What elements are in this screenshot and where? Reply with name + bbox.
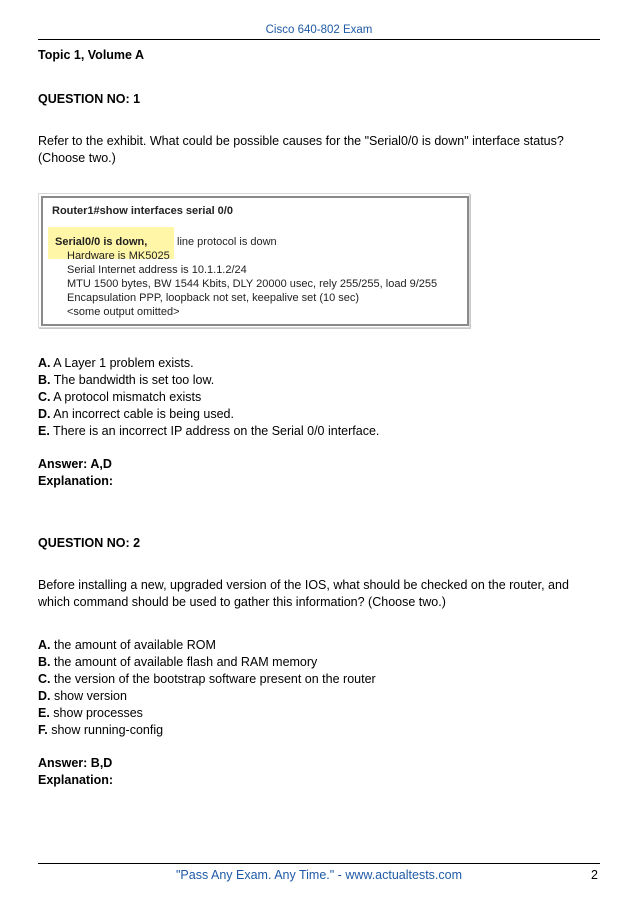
question-1-option-c (38, 389, 201, 406)
question-1-text-line1: Refer to the exhibit. What could be possible causes for the "Serial0/0 is down" interface status? (38, 134, 564, 148)
header-divider (38, 39, 600, 40)
question-2-explanation: Explanation: (38, 773, 114, 787)
option-text: show processes (49, 706, 143, 720)
exhibit-line: Encapsulation PPP, loopback not set, keepalive set (10 sec) (67, 292, 360, 304)
exhibit-status-rest: line protocol is down (177, 236, 277, 248)
exhibit-status-highlight: Serial0/0 is down, (55, 236, 148, 248)
question-1-label: QUESTION NO: 1 (38, 92, 141, 106)
question-2-option-f (38, 722, 163, 739)
question-1-option-e (38, 423, 379, 440)
footer-link[interactable]: "Pass Any Exam. Any Time." - www.actualtests.com (175, 868, 463, 882)
footer-divider (38, 863, 600, 864)
option-letter: B. (38, 373, 51, 387)
page-number: 2 (591, 868, 598, 882)
topic-title: Topic 1, Volume A (38, 48, 145, 62)
question-1-explanation: Explanation: (38, 474, 114, 488)
option-letter: E. (38, 706, 50, 720)
question-1-text-line2: (Choose two.) (38, 151, 116, 165)
option-text: show version (50, 689, 127, 703)
exhibit-command: Router1#show interfaces serial 0/0 (52, 205, 233, 217)
page-header: Cisco 640-802 Exam (265, 24, 373, 36)
option-text: An incorrect cable is being used. (50, 407, 234, 421)
option-text: There is an incorrect IP address on the Serial 0/0 interface. (49, 424, 380, 438)
option-letter: B. (38, 655, 51, 669)
option-text: the amount of available ROM (50, 638, 216, 652)
question-1-option-a (38, 355, 194, 372)
option-text: A Layer 1 problem exists. (50, 356, 194, 370)
question-2-text-line2: which command should be used to gather this information? (Choose two.) (38, 595, 446, 609)
option-letter: D. (38, 407, 51, 421)
option-letter: D. (38, 689, 51, 703)
option-letter: A. (38, 356, 51, 370)
exhibit-image (38, 193, 470, 328)
option-text: the version of the bootstrap software present on the router (50, 672, 376, 686)
exhibit-line: MTU 1500 bytes, BW 1544 Kbits, DLY 20000 usec, rely 255/255, load 9/255 (67, 278, 438, 290)
option-letter: A. (38, 638, 51, 652)
question-2-option-d (38, 688, 127, 705)
question-2-option-c (38, 671, 376, 688)
question-1-option-d (38, 406, 234, 423)
question-2-option-e (38, 705, 143, 722)
option-letter: C. (38, 390, 51, 404)
option-text: show running-config (47, 723, 164, 737)
option-text: the amount of available flash and RAM memory (50, 655, 318, 669)
question-1-answer: Answer: A,D (38, 457, 112, 471)
option-text: The bandwidth is set too low. (50, 373, 215, 387)
option-letter: F. (38, 723, 48, 737)
option-letter: C. (38, 672, 51, 686)
question-1-option-b (38, 372, 214, 389)
question-2-label: QUESTION NO: 2 (38, 536, 141, 550)
exhibit-line: Hardware is MK5025 (67, 250, 170, 262)
question-2-option-b (38, 654, 317, 671)
question-2-answer: Answer: B,D (38, 756, 113, 770)
exhibit-line: Serial Internet address is 10.1.1.2/24 (67, 264, 247, 276)
question-2-text-line1: Before installing a new, upgraded version of the IOS, what should be checked on the router, and (38, 578, 569, 592)
exhibit-line: <some output omitted> (67, 306, 180, 318)
option-text: A protocol mismatch exists (50, 390, 202, 404)
option-letter: E. (38, 424, 50, 438)
question-2-option-a (38, 637, 216, 654)
exhibit-frame (41, 196, 469, 326)
